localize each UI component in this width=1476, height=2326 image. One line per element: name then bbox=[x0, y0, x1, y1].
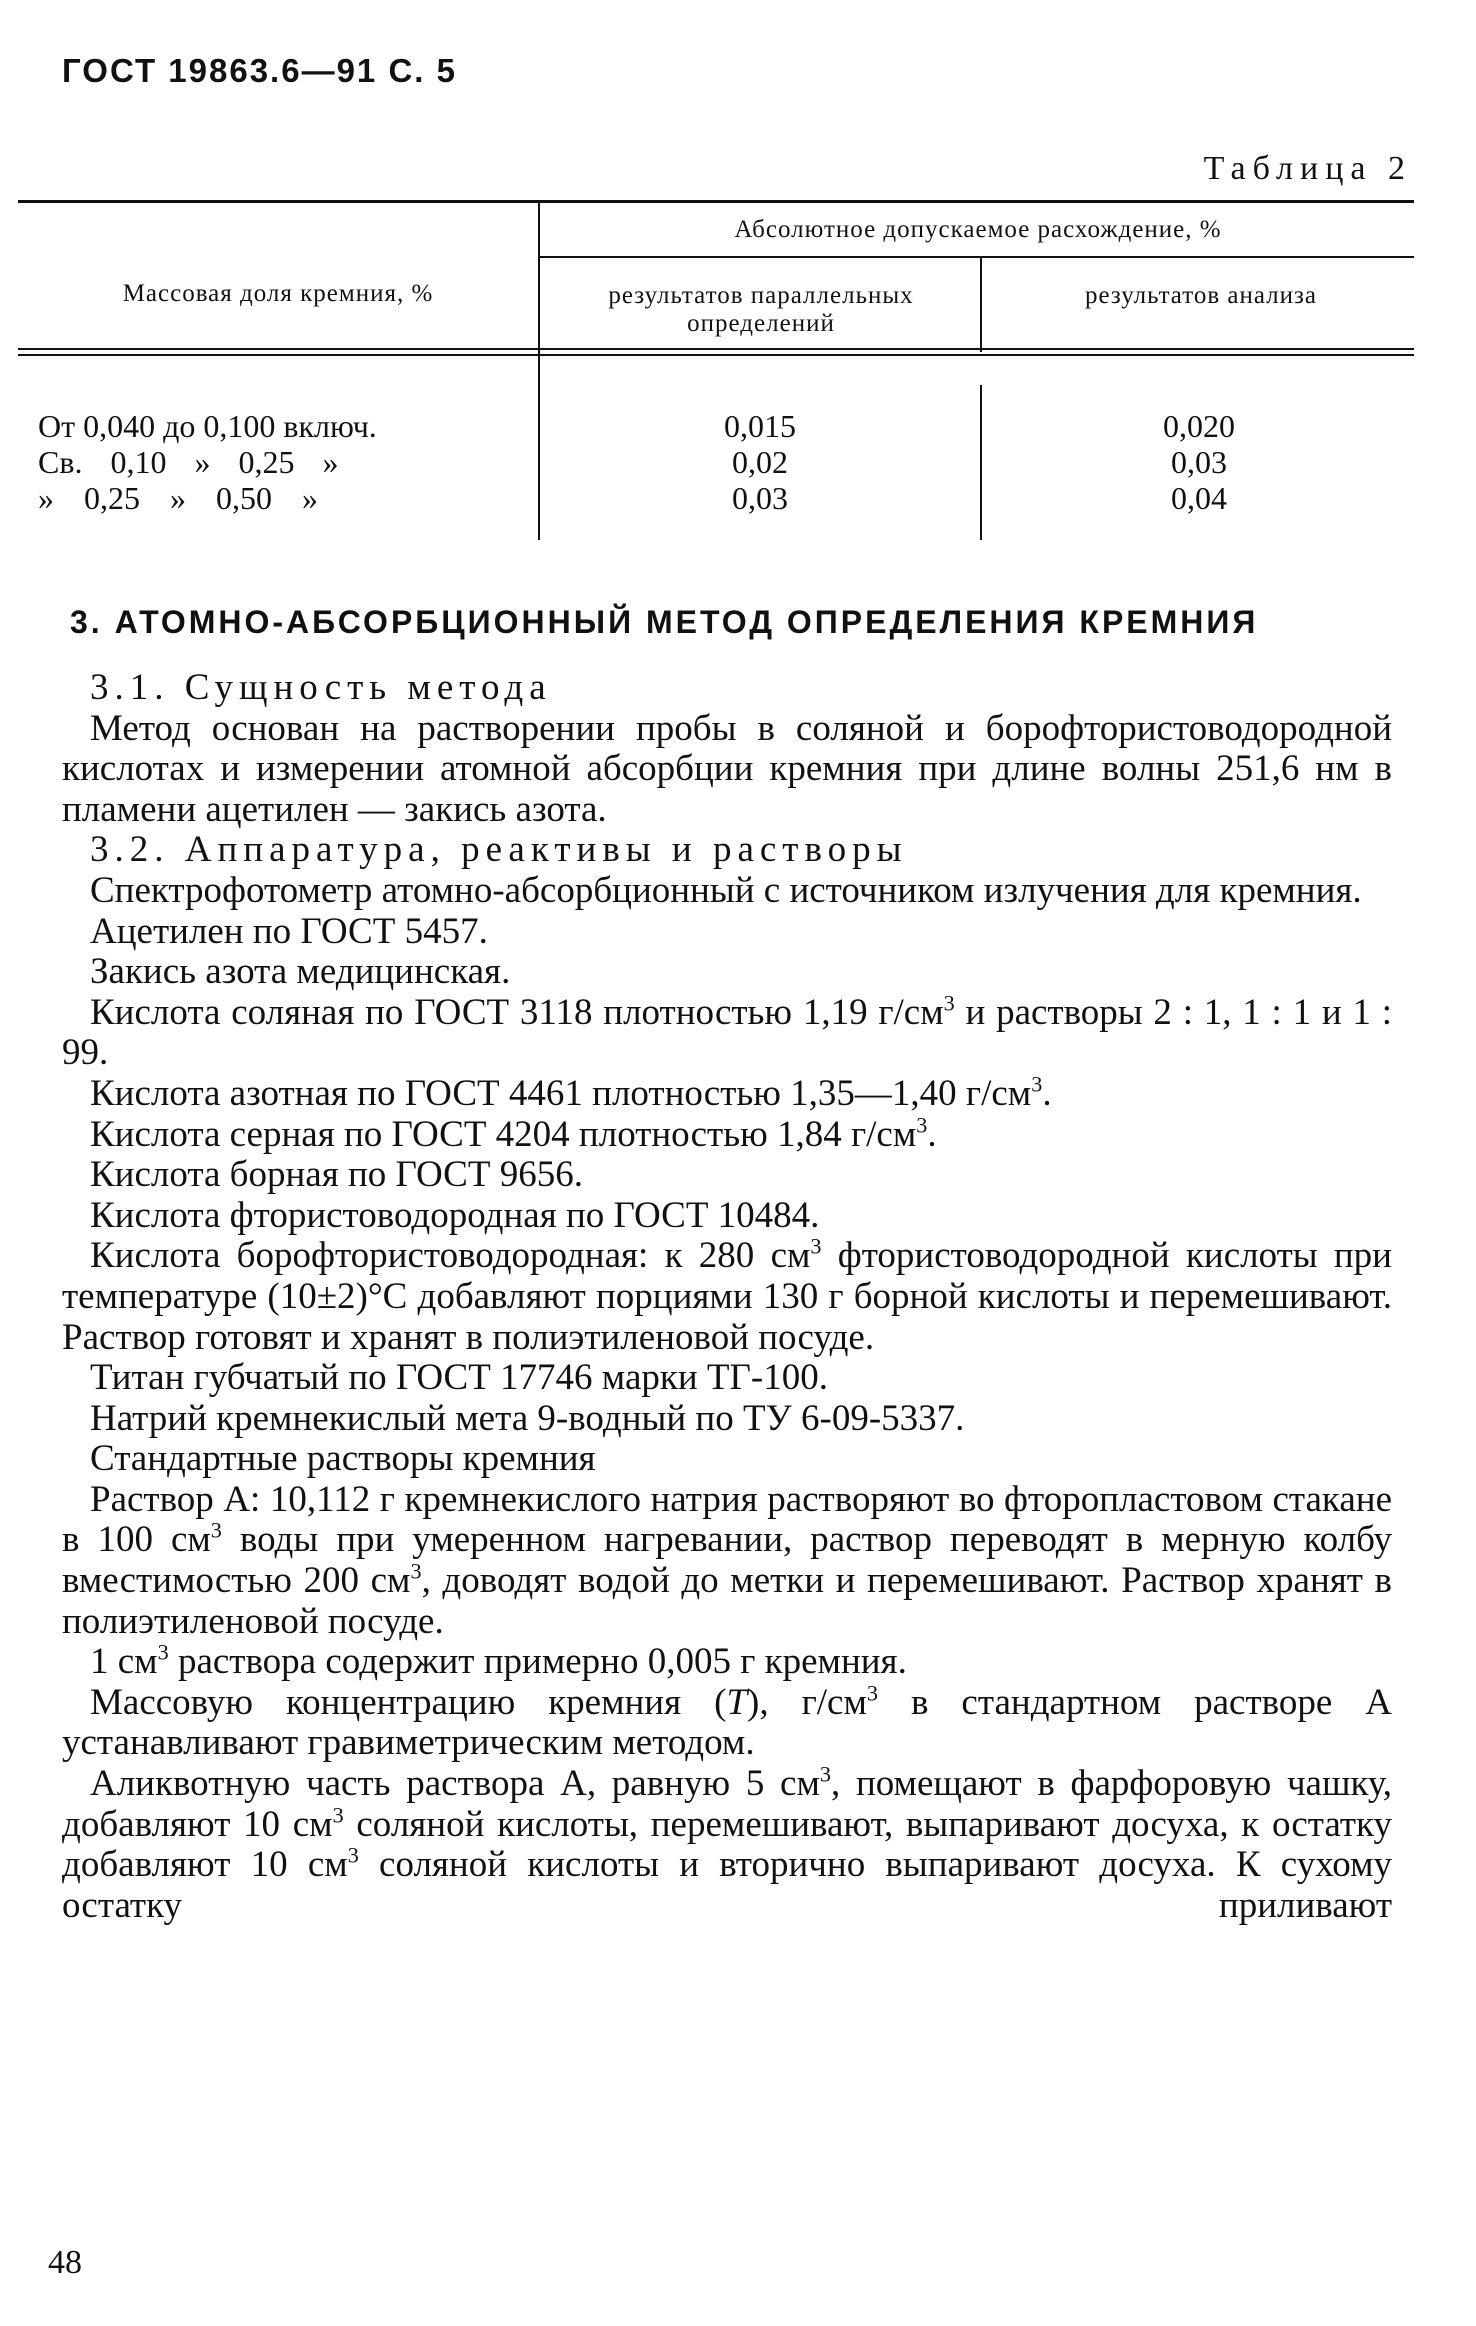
text: в стандартном растворе А устанавливают гравиметрическим методом. bbox=[62, 1681, 1392, 1764]
item-nitrous-oxide: Закись азота медицинская. bbox=[90, 951, 511, 993]
text: , доводят водой до метки и перемешивают. Раствор хранят в полиэтиленовой посуде. bbox=[62, 1560, 1392, 1642]
superscript: 3 bbox=[157, 1639, 169, 1665]
superscript: 3 bbox=[916, 1112, 928, 1138]
table-row-1-range: От 0,040 до 0,100 включ. bbox=[38, 408, 377, 444]
text: и растворы 2 : 1, 1 : 1 и 1 : 99. bbox=[62, 991, 1392, 1074]
text: соляной кислоты и вторично выпаривают досуха. К сухому остатку приливают bbox=[62, 1844, 1393, 1926]
table-row-1-parallel: 0,015 bbox=[724, 408, 796, 444]
group-header-rule bbox=[538, 256, 1414, 258]
header-bottom-rule bbox=[18, 348, 1414, 350]
item-hydrochloric-acid bbox=[62, 990, 1392, 1074]
superscript: 3 bbox=[410, 1558, 422, 1584]
running-head: ГОСТ 19863.6—91 С. 5 bbox=[62, 52, 457, 89]
item-fluoroboric-acid bbox=[62, 1233, 1392, 1358]
text: Кислота соляная по ГОСТ 3118 плотностью 1,19 г/см bbox=[90, 991, 944, 1033]
superscript: 3 bbox=[347, 1842, 359, 1868]
text: фтористоводородной кислоты при температуре (10±2)°С добавляют порциями 130 г борной кислоты и перемешивают. Раствор готовят и хранят в полиэтиленовой посуде. bbox=[62, 1235, 1392, 1358]
superscript: 3 bbox=[210, 1518, 222, 1544]
table-row-2-parallel: 0,02 bbox=[732, 444, 788, 480]
text: Кислота серная по ГОСТ 4204 плотностью 1,84 г/см bbox=[90, 1113, 917, 1155]
table-label: Таблица 2 bbox=[1203, 150, 1412, 187]
text: . bbox=[927, 1113, 937, 1155]
text: воды при умеренном нагревании, раствор переводят в мерную колбу вместимостью 200 см bbox=[62, 1519, 1392, 1602]
subsection-title-text: 3.2. Аппаратура, реактивы и растворы bbox=[90, 829, 908, 871]
superscript: 3 bbox=[819, 1761, 831, 1787]
superscript: 3 bbox=[943, 990, 955, 1016]
item-nitric-acid bbox=[62, 1071, 1392, 1115]
symbol-t: T bbox=[726, 1681, 748, 1723]
table-row-3-analysis: 0,04 bbox=[1171, 480, 1227, 516]
item-acetylene: Ацетилен по ГОСТ 5457. bbox=[90, 910, 488, 952]
table-top-rule bbox=[18, 200, 1414, 203]
item-sulfuric-acid bbox=[62, 1112, 1392, 1156]
subsection-3-2-title bbox=[62, 830, 1392, 871]
text: 1 см bbox=[90, 1641, 158, 1683]
table-row-2-analysis: 0,03 bbox=[1171, 444, 1227, 480]
paragraph-aliquot bbox=[62, 1761, 1393, 1926]
column-divider-2 bbox=[980, 258, 982, 352]
item-titanium: Титан губчатый по ГОСТ 17746 марки ТГ-100. bbox=[90, 1357, 828, 1399]
table-2 bbox=[18, 200, 1414, 540]
text: соляной кислоты, перемешивают, выпаривают досуха, к остатку добавляют 10 см bbox=[62, 1803, 1392, 1886]
item-hydrofluoric-acid: Кислота фтористоводородная по ГОСТ 10484. bbox=[90, 1194, 820, 1236]
paragraph-solution-a bbox=[62, 1480, 1392, 1642]
table-row-3-range: » 0,25 » 0,50 » bbox=[38, 480, 318, 516]
text: Кислота азотная по ГОСТ 4461 плотностью 1,35—1,40 г/см bbox=[90, 1072, 1032, 1114]
text: раствора содержит примерно 0,005 г кремния. bbox=[168, 1641, 907, 1683]
superscript: 3 bbox=[1031, 1071, 1043, 1097]
item-boric-acid: Кислота борная по ГОСТ 9656. bbox=[90, 1154, 583, 1196]
item-sodium-silicate: Натрий кремнекислый мета 9-водный по ТУ 6-09-5337. bbox=[90, 1397, 965, 1439]
item-standard-solutions: Стандартные растворы кремния bbox=[90, 1438, 596, 1480]
column-header-parallel: результатов параллельных определений bbox=[608, 282, 914, 337]
text: Массовую концентрацию кремния ( bbox=[90, 1681, 727, 1723]
column-header-mass-fraction: Массовая доля кремния, % bbox=[122, 280, 434, 307]
header-bottom-rule-2 bbox=[18, 354, 1414, 356]
superscript: 3 bbox=[332, 1802, 344, 1828]
column-divider-2b bbox=[980, 385, 982, 540]
column-header-analysis: результатов анализа bbox=[1084, 282, 1318, 309]
page-number: 48 bbox=[48, 2244, 82, 2281]
table-row-3-parallel: 0,03 bbox=[732, 480, 788, 516]
text: , помещают в фарфоровую чашку, добавляют 10 см bbox=[62, 1763, 1392, 1845]
group-header-discrepancy: Абсолютное допускаемое расхождение, % bbox=[734, 216, 1222, 243]
table-row-1-analysis: 0,020 bbox=[1163, 408, 1235, 444]
item-spectrophotometer: Спектрофотометр атомно-абсорбционный с источником излучения для кремния. bbox=[90, 869, 1362, 911]
superscript: 3 bbox=[810, 1233, 822, 1259]
subsection-3-1-title bbox=[62, 668, 1392, 709]
text: . bbox=[1042, 1072, 1052, 1114]
text: Аликвотную часть раствора А, равную 5 см bbox=[90, 1763, 820, 1805]
paragraph-mass-concentration bbox=[62, 1680, 1392, 1764]
column-divider-1 bbox=[538, 200, 540, 540]
superscript: 3 bbox=[866, 1680, 878, 1706]
paragraph-essence: Метод основан на растворении пробы в соляной и борофтористоводородной кислотах и измерении атомной абсорбции кремния при длине волны 251,6 нм в пламени ацетилен — закись азота. bbox=[62, 707, 1392, 830]
text: Раствор А: 10,112 г кремнекислого натрия растворяют во фторопластовом стакане в 100 см bbox=[62, 1478, 1392, 1561]
body-text bbox=[62, 668, 1392, 1926]
paragraph-concentration bbox=[62, 1639, 1392, 1683]
table-row-2-range: Св. 0,10 » 0,25 » bbox=[38, 444, 339, 480]
subsection-title-text: 3.1. Сущность метода bbox=[90, 667, 552, 708]
text: Кислота борофтористоводородная: к 280 см bbox=[90, 1235, 811, 1277]
section-heading: 3. АТОМНО-АБСОРБЦИОННЫЙ МЕТОД ОПРЕДЕЛЕНИЯ КРЕМНИЯ bbox=[70, 604, 1259, 640]
text: ), г/см bbox=[747, 1681, 867, 1723]
